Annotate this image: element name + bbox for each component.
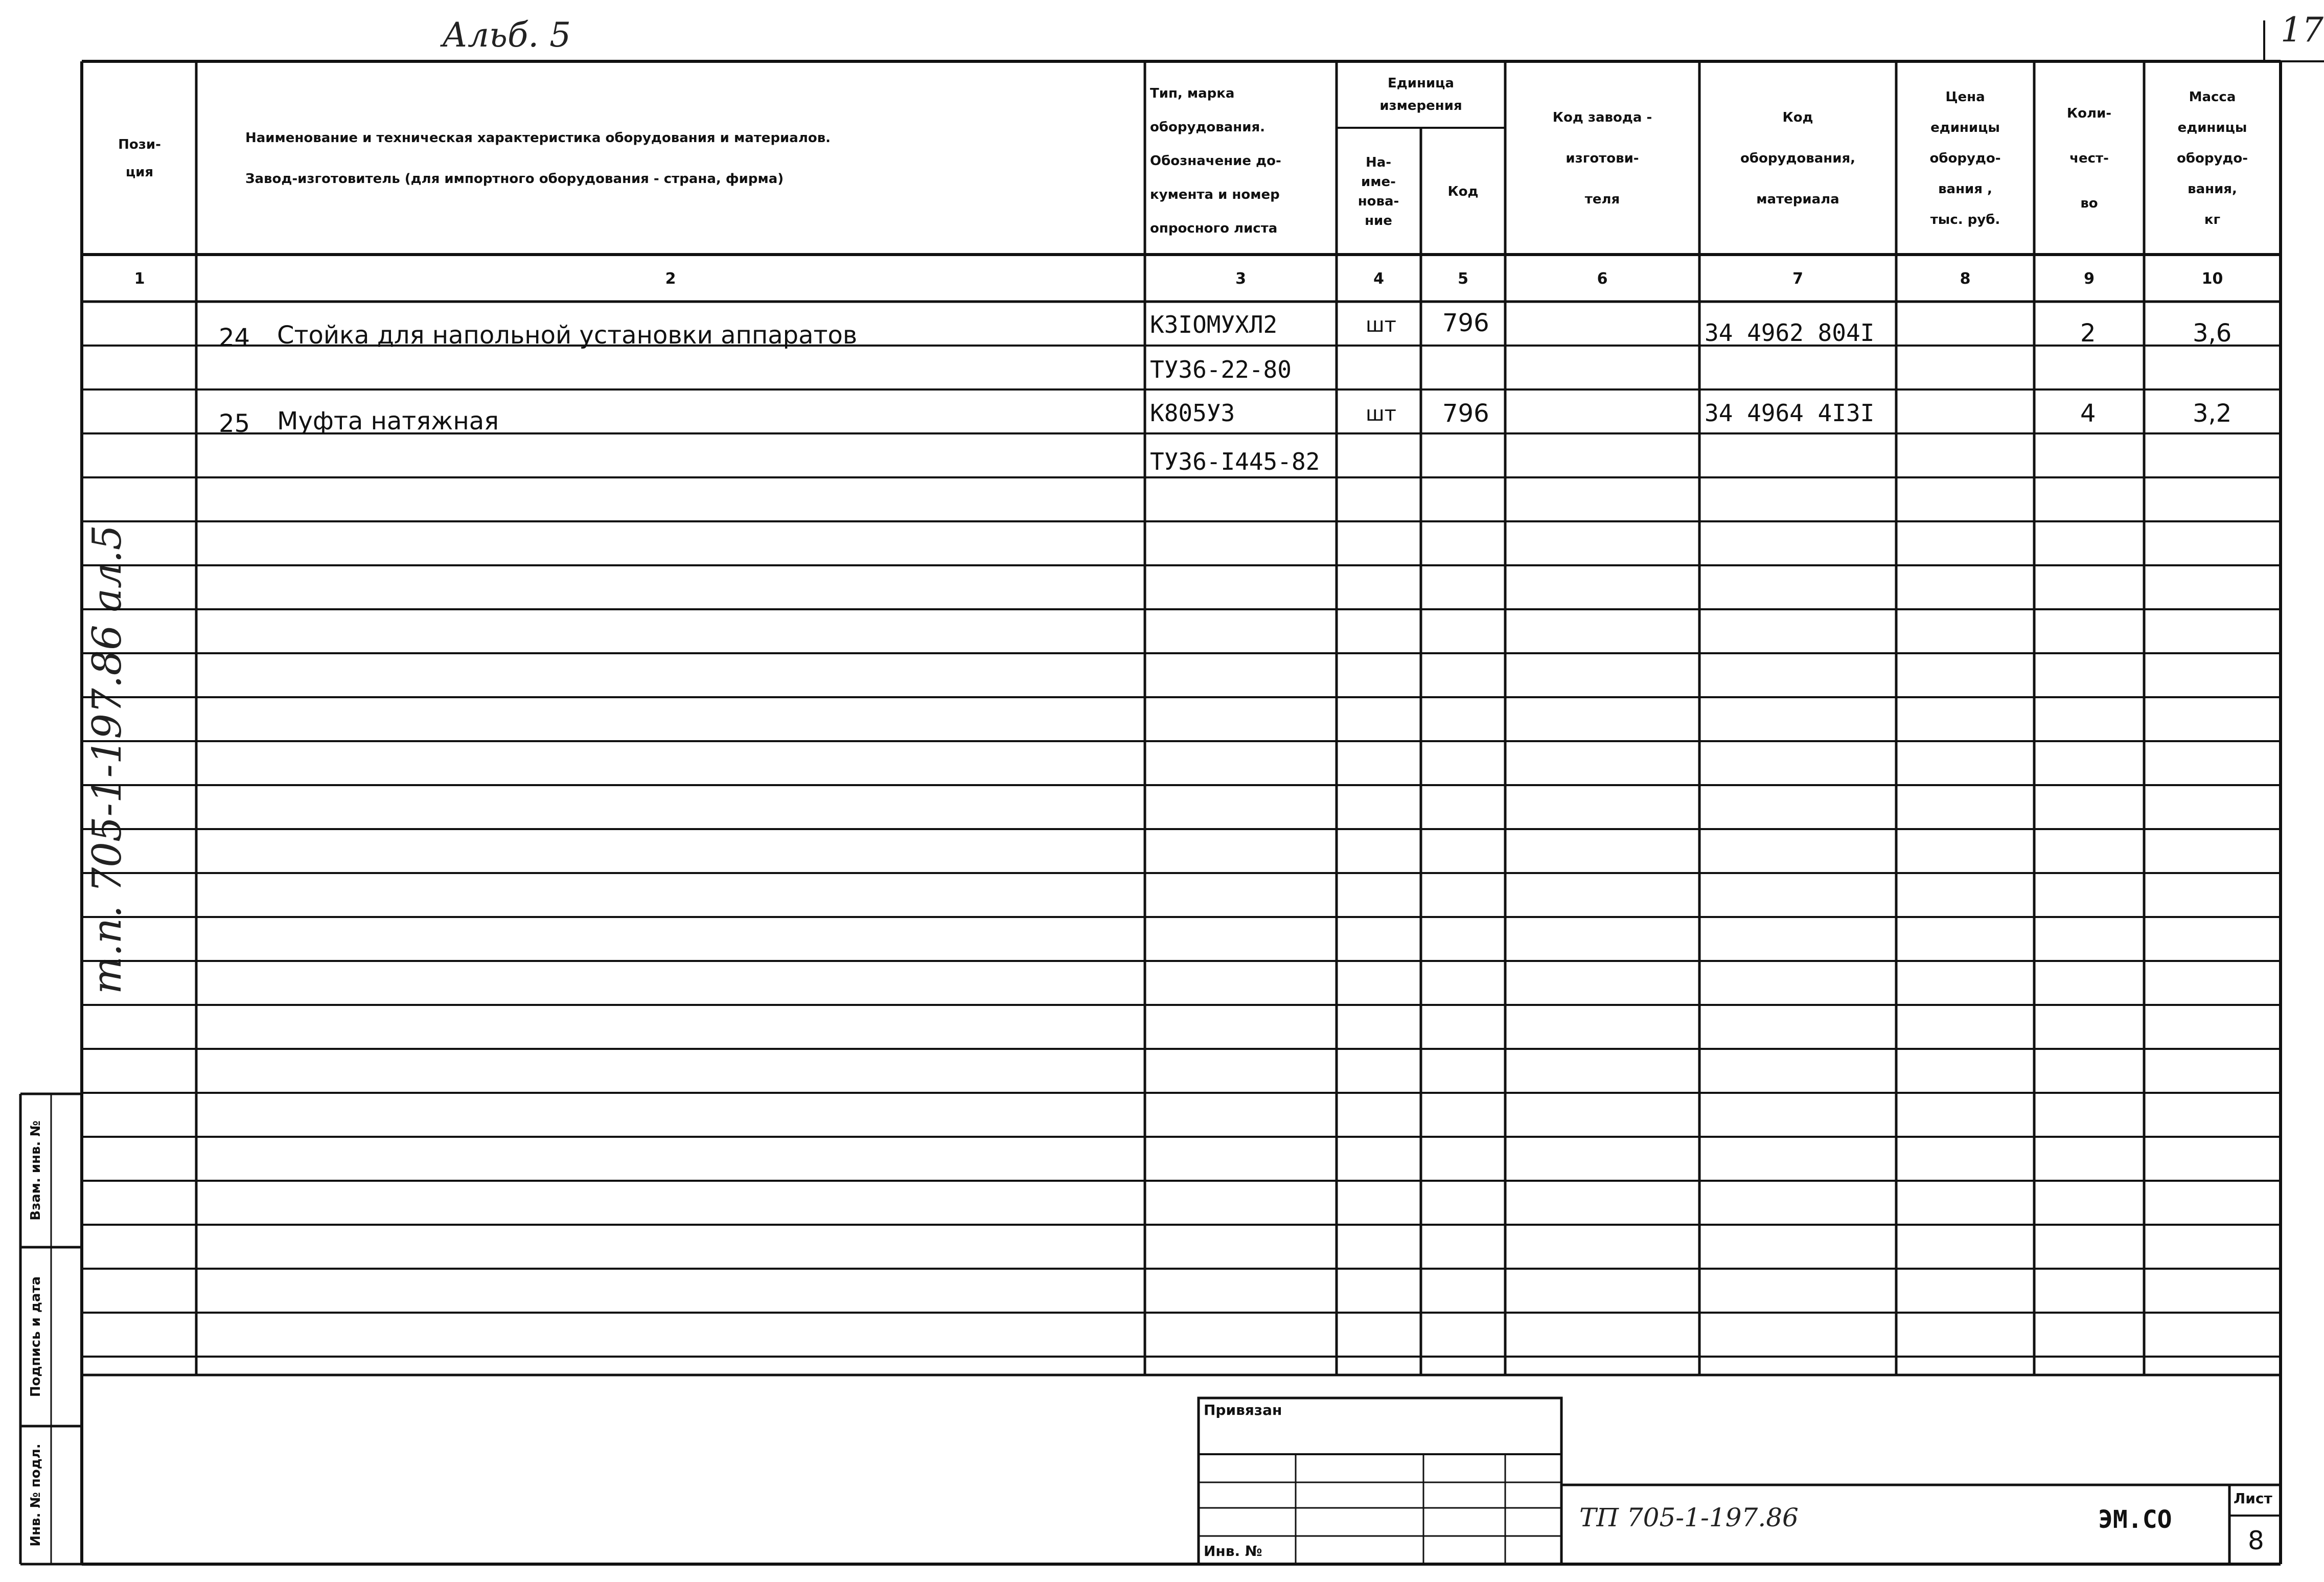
header-equipment-code: Код оборудования, материала bbox=[1740, 110, 1856, 207]
col-num-2: 2 bbox=[665, 269, 676, 288]
item-25-doc-ref: ТУ36-I445-82 bbox=[1150, 448, 1320, 475]
item-24-mass: 3,6 bbox=[2193, 319, 2232, 348]
item-24-name: Стойка для напольной установки аппаратов bbox=[277, 321, 858, 350]
item-24-unit-code: 796 bbox=[1442, 309, 1489, 337]
sheet-label: Лист bbox=[2234, 1490, 2272, 1507]
col-num-9: 9 bbox=[2084, 269, 2095, 288]
corner-sheet-number: 17 bbox=[2281, 10, 2323, 50]
item-25-type-mark: К805У3 bbox=[1150, 399, 1235, 427]
side-project-label: т.п. 705-1-197.86 ал.5 bbox=[84, 524, 130, 994]
item-25-unit-name: шт bbox=[1366, 402, 1396, 426]
header-unit-price: Цена единицы оборудо- вания , тыс. руб. bbox=[1929, 89, 2001, 227]
col-num-6: 6 bbox=[1597, 269, 1608, 288]
header-factory-code: Код завода - изготови- теля bbox=[1552, 110, 1652, 207]
header-unit-code: Код bbox=[1447, 184, 1479, 199]
item-25-quantity: 4 bbox=[2080, 399, 2096, 428]
col-num-1: 1 bbox=[134, 269, 145, 288]
album-label: Альб. 5 bbox=[442, 15, 571, 55]
header-unit-name: На- име- нова- ние bbox=[1357, 155, 1399, 228]
document-code: ТП 705-1-197.86 bbox=[1579, 1503, 1799, 1532]
col-num-3: 3 bbox=[1235, 269, 1246, 288]
header-unit-mass: Масса единицы оборудо- вания, кг bbox=[2176, 89, 2248, 227]
col-num-8: 8 bbox=[1960, 269, 1971, 288]
header-type-mark: Тип, марка оборудования. Обозначение до- кумента и номер опросного листа bbox=[1150, 86, 1281, 236]
header-name: Наименование и техническая характеристика оборудования и материалов. Завод-изготовитель (для импортного оборудования - страна, фирма) bbox=[245, 130, 831, 187]
item-25-mass: 3,2 bbox=[2193, 399, 2232, 428]
col-num-4: 4 bbox=[1373, 269, 1384, 288]
header-quantity: Коли- чест- во bbox=[2066, 106, 2112, 211]
item-25-equipment-code: 34 4964 4I3I bbox=[1705, 399, 1875, 427]
stamp-inv-orig: Инв. № подл. bbox=[28, 1443, 43, 1547]
item-24-quantity: 2 bbox=[2080, 319, 2096, 348]
item-25-position: 25 bbox=[219, 409, 250, 438]
stamp-sign-date: Подпись и дата bbox=[28, 1276, 43, 1397]
item-24-equipment-code: 34 4962 804I bbox=[1705, 319, 1875, 347]
bound-label: Привязан bbox=[1204, 1402, 1282, 1418]
item-25-unit-code: 796 bbox=[1442, 399, 1489, 428]
stamp-replace-inv: Взам. инв. № bbox=[28, 1120, 43, 1221]
item-24-type-mark: КЗIОМУХЛ2 bbox=[1150, 311, 1278, 338]
item-24-doc-ref: ТУ36-22-80 bbox=[1150, 356, 1292, 383]
col-num-7: 7 bbox=[1792, 269, 1803, 288]
item-25-name: Муфта натяжная bbox=[277, 407, 499, 435]
header-position: Пози- ция bbox=[118, 137, 161, 180]
item-24-unit-name: шт bbox=[1366, 313, 1396, 337]
col-num-5: 5 bbox=[1458, 269, 1468, 288]
item-24-position: 24 bbox=[219, 324, 250, 352]
sheet-number: 8 bbox=[2248, 1526, 2264, 1555]
header-unit-group: Единица измерения bbox=[1379, 75, 1462, 113]
inv-label: Инв. № bbox=[1204, 1543, 1262, 1560]
col-num-10: 10 bbox=[2201, 269, 2223, 288]
section-code: ЭМ.СО bbox=[2098, 1505, 2172, 1534]
